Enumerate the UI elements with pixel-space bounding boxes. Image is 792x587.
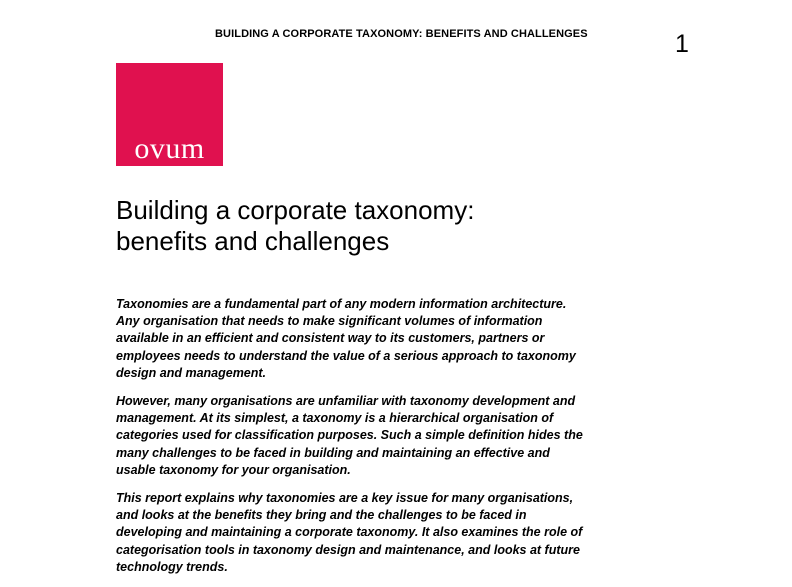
text-line: developing and maintaining a corporate taxonomy. It also examines the role of — [116, 525, 583, 540]
page-number: 1 — [675, 30, 689, 58]
text-line: design and management. — [116, 365, 267, 380]
text-line: and looks at the benefits they bring and the challenges to be faced in — [116, 508, 527, 523]
abstract-paragraph — [116, 490, 626, 576]
text-line: management. At its simplest, a taxonomy is a hierarchical organisation of — [116, 411, 554, 426]
running-header: BUILDING A CORPORATE TAXONOMY: BENEFITS AND CHALLENGES — [215, 28, 588, 40]
document-title — [116, 195, 636, 257]
text-line: This report explains why taxonomies are a key issue for many organisations, — [116, 491, 574, 506]
text-line: However, many organisations are unfamiliar with taxonomy development and — [116, 394, 576, 409]
ovum-logo — [116, 63, 223, 166]
abstract — [116, 296, 626, 587]
logo-wordmark: ovum — [134, 132, 205, 165]
text-line: usable taxonomy for your organisation. — [116, 462, 351, 477]
title-line: Building a corporate taxonomy: — [116, 195, 475, 225]
text-line: technology trends. — [116, 559, 228, 574]
text-line: categories used for classification purposes. Such a simple definition hides the — [116, 428, 583, 443]
text-line: Any organisation that needs to make significant volumes of information — [116, 314, 543, 329]
abstract-paragraph — [116, 296, 626, 382]
abstract-paragraph — [116, 393, 626, 479]
text-line: categorisation tools in taxonomy design and maintenance, and looks at future — [116, 542, 580, 557]
text-line: many challenges to be faced in building and maintaining an effective and — [116, 445, 550, 460]
title-line: benefits and challenges — [116, 226, 390, 256]
text-line: employees needs to understand the value of a serious approach to taxonomy — [116, 348, 576, 363]
text-line: Taxonomies are a fundamental part of any modern information architecture. — [116, 297, 567, 311]
text-line: available in an efficient and consistent way to its customers, partners or — [116, 331, 545, 346]
